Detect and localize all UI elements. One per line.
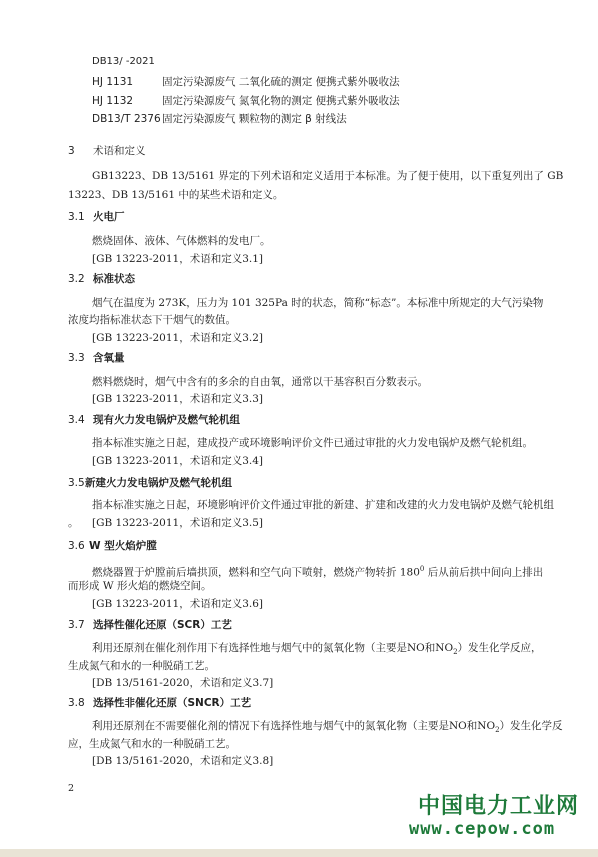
term-number: 3.8 (68, 697, 85, 709)
definition-text: 利用还原剂在不需要催化剂的情况下有选择性地与烟气中的氮氧化物（主要是NO和NO (92, 720, 496, 732)
term-definition-cont: 生成氮气和水的一种脱硝工艺。 (68, 660, 215, 672)
term-heading (0, 414, 598, 427)
superscript: 0 (419, 565, 425, 573)
definition-text: ）发生化学反 (499, 720, 563, 732)
reference-code: HJ 1132 (92, 95, 134, 107)
term-title: 新建火力发电锅炉及燃气轮机组 (85, 477, 232, 489)
definition-text: 燃烧器置于炉膛前后墙拱顶，燃料和空气向下喷射，燃烧产物转折 180 (92, 566, 420, 579)
term-title: 选择性非催化还原（SNCR）工艺 (93, 697, 252, 709)
term-heading (0, 540, 598, 553)
term-number: 3.7 (68, 619, 85, 631)
term-reference: [GB 13223-2011，术语和定义3.2] (92, 332, 264, 344)
term-heading (0, 477, 598, 490)
term-number: 3.2 (68, 273, 85, 285)
subscript: 2 (495, 726, 500, 735)
paragraph-line: 13223、DB 13/5161 中的某些术语和定义。 (68, 189, 284, 201)
reference-title: 固定污染源废气 颗粒物的测定 β 射线法 (162, 113, 347, 125)
watermark-url: www.cepow.com (409, 819, 556, 839)
term-number: 3.3 (68, 352, 85, 364)
term-number: 3.6 (68, 540, 85, 552)
reference-code: HJ 1131 (92, 76, 134, 88)
reference-row (0, 113, 598, 126)
term-heading (0, 352, 598, 365)
term-heading (0, 619, 598, 632)
term-reference: [GB 13223-2011，术语和定义3.6] (92, 598, 264, 610)
definition-text: ）发生化学反应， (457, 642, 542, 654)
term-definition (92, 642, 542, 659)
term-definition-cont: 而形成 W 形火焰的燃烧空间。 (68, 580, 212, 592)
term-title: W 型火焰炉膛 (89, 540, 157, 552)
reference-title: 固定污染源废气 二氧化硫的测定 便携式紫外吸收法 (162, 76, 400, 88)
term-reference: [DB 13/5161-2020，术语和定义3.7] (92, 677, 274, 689)
section-title: 术语和定义 (93, 145, 146, 157)
subscript: 2 (453, 648, 458, 657)
term-definition-cont: 浓度均指标准状态下干烟气的数值。 (68, 314, 236, 326)
term-heading (0, 211, 598, 224)
term-title: 标准状态 (93, 273, 135, 285)
term-title: 含氧量 (93, 352, 125, 364)
term-reference: [GB 13223-2011，术语和定义3.5] (92, 517, 264, 529)
definition-text: 利用还原剂在催化剂作用下有选择性地与烟气中的氮氧化物（主要是NO和NO (92, 642, 454, 654)
term-number: 3.5 (68, 477, 85, 489)
term-definition: 燃烧固体、液体、气体燃料的发电厂。 (92, 235, 271, 247)
reference-row (0, 76, 598, 89)
definition-text: 后从前后拱中间向上排出 (424, 566, 544, 579)
term-definition-cont: 。 (68, 517, 79, 529)
term-reference: [GB 13223-2011，术语和定义3.4] (92, 455, 264, 467)
term-definition (92, 563, 543, 580)
doc-code-header: DB13/ -2021 (92, 56, 155, 67)
term-reference: [GB 13223-2011，术语和定义3.3] (92, 393, 264, 405)
section-heading (0, 145, 598, 158)
page-bottom-bar (0, 849, 598, 857)
term-heading (0, 697, 598, 710)
paragraph-line: GB13223、DB 13/5161 界定的下列术语和定义适用于本标准。为了便于使用，以下重复列出了 GB (92, 170, 564, 182)
reference-row (0, 95, 598, 108)
term-definition: 指本标准实施之日起，环境影响评价文件通过审批的新建、扩建和改建的火力发电锅炉及燃气轮机组 (92, 499, 554, 511)
term-definition: 指本标准实施之日起，建成投产或环境影响评价文件已通过审批的火力发电锅炉及燃气轮机组。 (92, 437, 533, 449)
term-title: 火电厂 (93, 211, 125, 223)
term-reference: [GB 13223-2011，术语和定义3.1] (92, 253, 264, 265)
section-number: 3 (68, 145, 75, 157)
term-definition-cont: 应，生成氮气和水的一种脱硝工艺。 (68, 738, 236, 750)
term-definition (92, 720, 563, 737)
term-number: 3.4 (68, 414, 85, 426)
term-reference: [DB 13/5161-2020，术语和定义3.8] (92, 755, 274, 767)
term-heading (0, 273, 598, 286)
reference-title: 固定污染源废气 氮氧化物的测定 便携式紫外吸收法 (162, 95, 400, 107)
page-number: 2 (68, 783, 75, 794)
watermark-title: 中国电力工业网 (418, 794, 580, 819)
term-title: 选择性催化还原（SCR）工艺 (93, 619, 232, 631)
term-title: 现有火力发电锅炉及燃气轮机组 (93, 414, 240, 426)
reference-code: DB13/T 2376 (92, 113, 161, 125)
term-definition: 燃料燃烧时，烟气中含有的多余的自由氧，通常以干基容积百分数表示。 (92, 376, 428, 388)
term-number: 3.1 (68, 211, 85, 223)
term-definition: 烟气在温度为 273K，压力为 101 325Pa 时的状态，简称“标态”。本标准中所规定的大气污染物 (92, 297, 544, 309)
